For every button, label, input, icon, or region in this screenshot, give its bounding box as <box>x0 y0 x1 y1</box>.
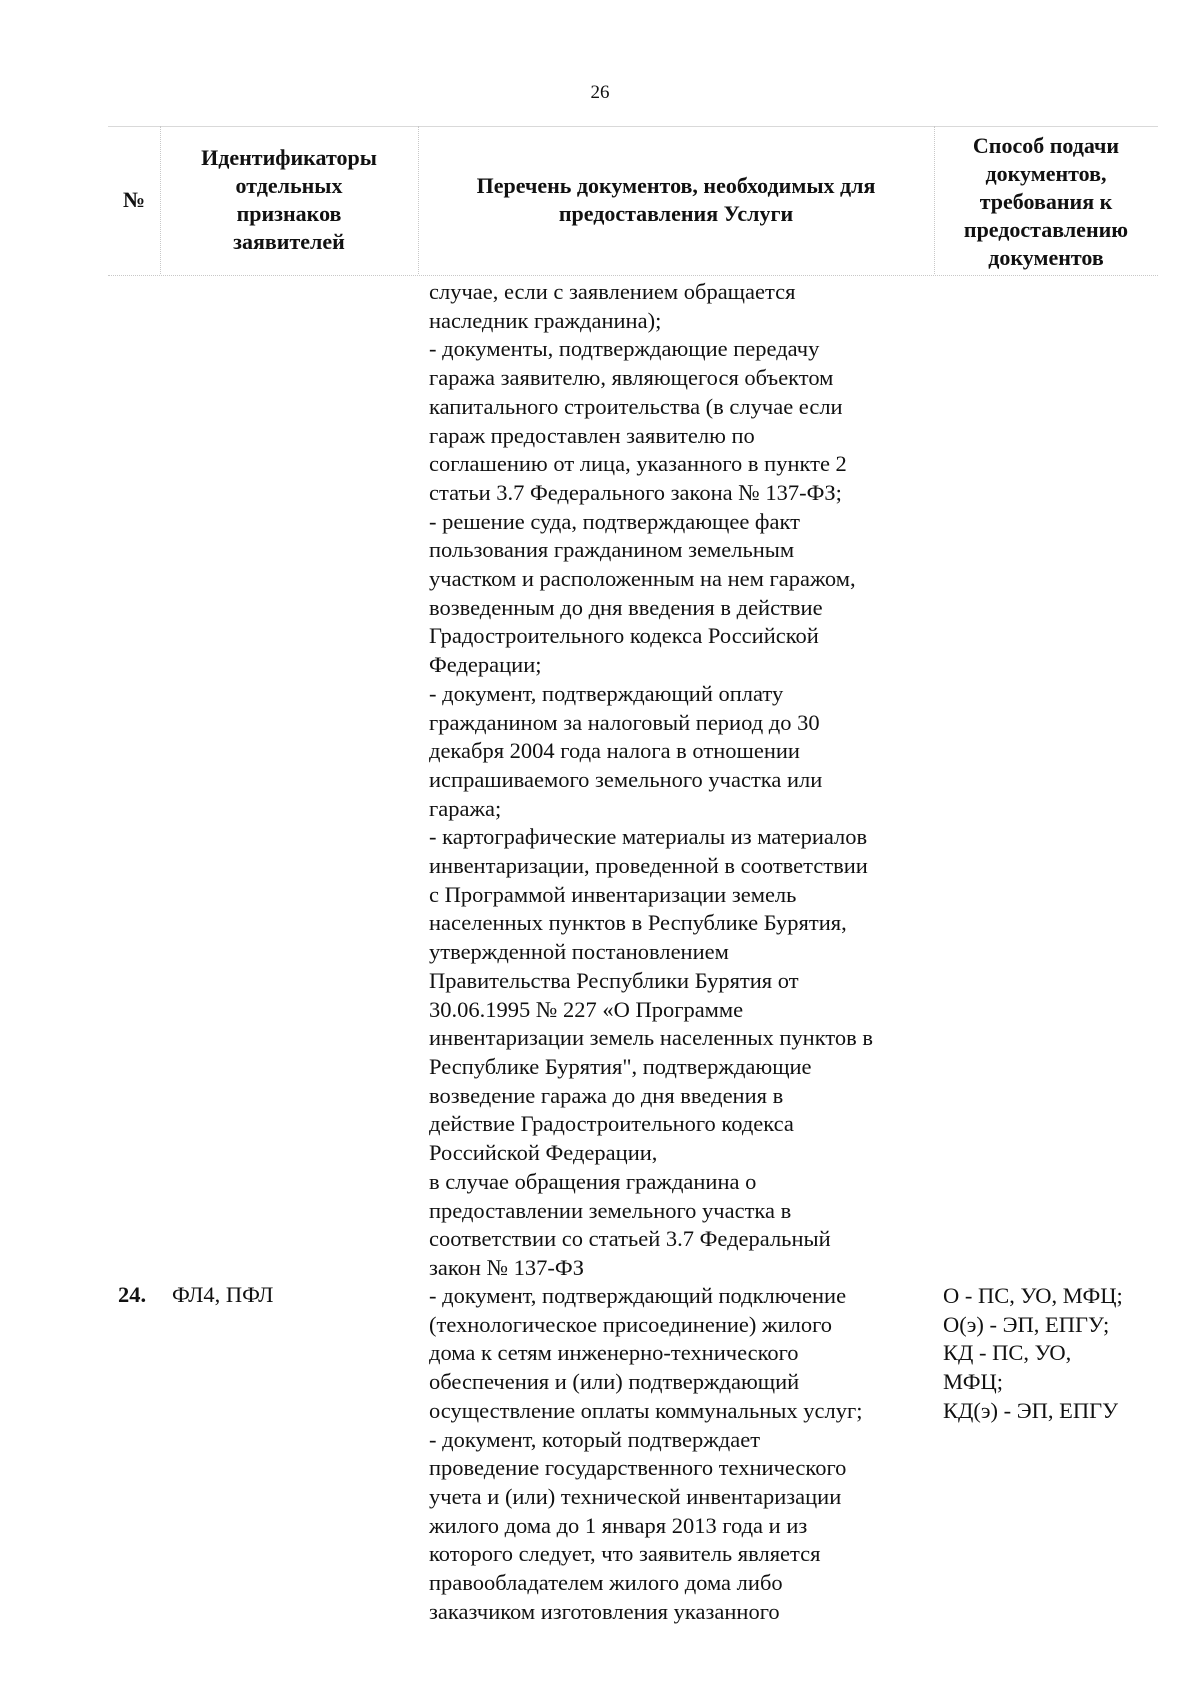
row-documents-text: - документ, подтверждающий подключение (технологическое присоединение) жилого дома к сетям инженерно-технического обеспечения и (или) подтверждающий осуществление оплаты коммунальных услуг; - документ, который подтверждает проведение государственного технического учета и (или) технической инвентаризации жилого дома до 1 января 2013 года и из которого следует, что заявитель является правообладателем жилого дома либо заказчиком изготовления указанного <box>429 1283 863 1624</box>
row-identifier: ФЛ4, ПФЛ <box>172 1282 274 1307</box>
header-identifiers-text: Идентификаторы отдельных признаков заявителей <box>201 145 377 254</box>
header-identifiers <box>160 126 418 274</box>
row-number: 24. <box>118 1282 147 1307</box>
page-number: 26 <box>590 82 610 103</box>
header-documents <box>418 126 934 274</box>
header-method-text: Способ подачи документов, требования к предоставлению документов <box>963 133 1129 270</box>
row-method-text: О - ПС, УО, МФЦ; О(э) - ЭП, ЕПГУ; КД - ПС, УО, МФЦ; КД(э) - ЭП, ЕПГУ <box>943 1283 1123 1423</box>
header-number: № <box>122 187 146 212</box>
header-method <box>934 126 1158 274</box>
continued-documents-text: случае, если с заявлением обращается наследник гражданина); - документы, подтверждающие передачу гаража заявителю, являющегося объектом капитального строительства (в случае если гараж предоставлен заявителю по соглашению от лица, указанного в пункте 2 статьи 3.7 Федерального закона № 137-ФЗ; - решение суда, подтверждающее факт пользования гражданином земельным участком и расположенным на нем гаражом, возведенным до дня введения в действие Градостроительного кодекса Российской Федерации; - документ, подтверждающий оплату гражданином за налоговый период до 30 декабря 2004 года налога в отношении испрашиваемого земельного участка или гаража; - картографические материалы из материалов инвентаризации, проведенной в соответствии с Программой инвентаризации земель населенных пунктов в Республике Бурятия, утвержденной постановлением Правительства Республики Бурятия от 30.06.1995 № 227 «О Программе инвентаризации земель населенных пунктов в Республике Бурятия", подтверждающие возведение гаража до дня введения в действие Градостроительного кодекса Российской Федерации, в случае обращения гражданина о предоставлении земельного участка в соответствии со статьей 3.7 Федеральный закон № 137-ФЗ <box>429 279 874 1280</box>
header-documents-text: Перечень документов, необходимых для предоставления Услуги <box>476 173 876 226</box>
